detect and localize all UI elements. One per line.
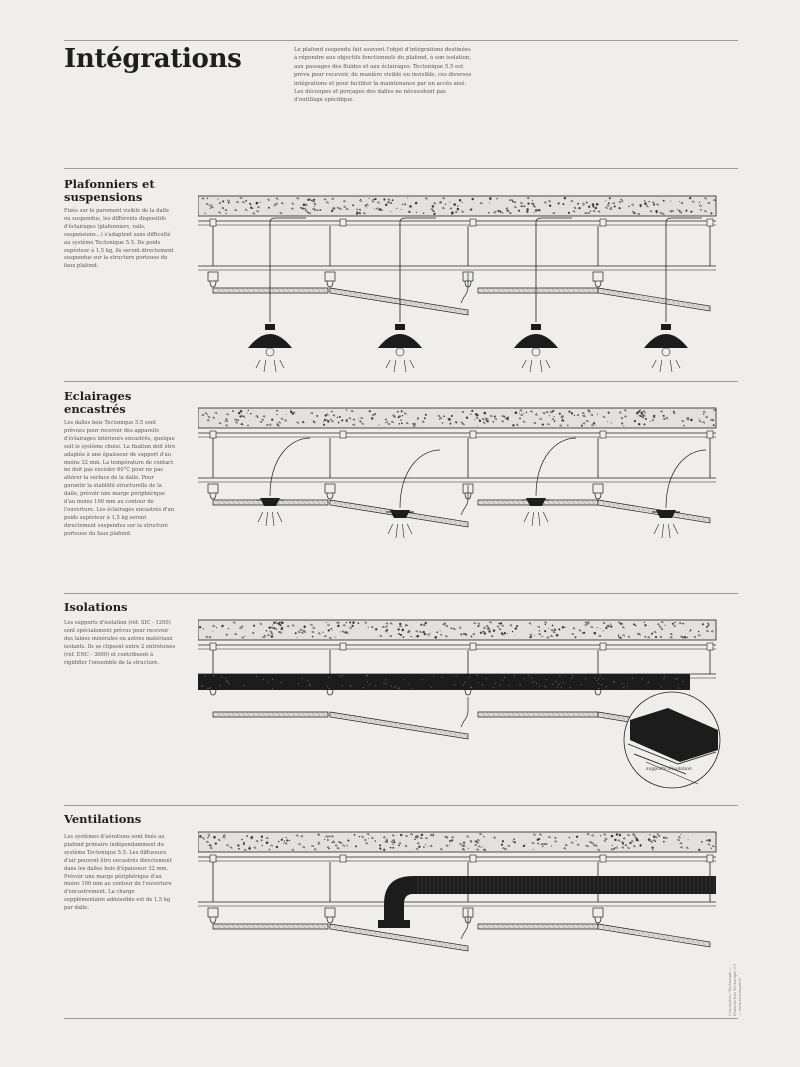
rail-clip bbox=[210, 431, 216, 438]
light-ray bbox=[256, 360, 260, 368]
ventilation-duct bbox=[413, 876, 716, 894]
ceiling-panel bbox=[213, 924, 328, 929]
spot-cable bbox=[270, 438, 310, 496]
section-divider bbox=[64, 168, 738, 169]
lamp-cap bbox=[395, 324, 405, 330]
light-ray bbox=[540, 360, 542, 372]
rail-clip bbox=[340, 643, 346, 650]
credit-text: Conception / Tectonique — Plafonds bois Tectonique 5.5 — www.tectonique.fr bbox=[728, 963, 742, 1016]
hook-curve bbox=[595, 281, 601, 287]
spot-cable bbox=[536, 438, 576, 496]
rail-clip bbox=[600, 643, 606, 650]
lamp-cap bbox=[531, 324, 541, 330]
light-ray bbox=[538, 512, 540, 526]
callout-label: supports d'isolation bbox=[646, 767, 692, 772]
section-title-eclairages: Eclairages encastrés bbox=[64, 389, 132, 416]
light-ray bbox=[660, 360, 662, 372]
light-ray bbox=[277, 512, 282, 522]
suspension-hook bbox=[593, 908, 603, 917]
rail-clip bbox=[470, 855, 476, 862]
lamp-cap bbox=[661, 324, 671, 330]
light-ray bbox=[274, 360, 276, 372]
light-ray bbox=[402, 524, 404, 538]
ceiling-panel bbox=[478, 924, 598, 929]
diagram-recessed-lights bbox=[198, 400, 728, 585]
section-text-plafonniers: Fixés sur le parement visible de la dalle ou suspendus, les différents dispositifs d'éclairages (plafonniers, rails, suspensions...) s'adaptent sans difficulté au système Tectonique 5.5. De poids supérieur à 1,5 kg, ils seront directement suspendus sur la structure porteuse du faux plafond. bbox=[64, 208, 174, 270]
diagram-ventilation bbox=[198, 824, 728, 1009]
light-ray bbox=[266, 512, 268, 526]
hook-curve bbox=[327, 493, 333, 499]
lamp-bulb bbox=[532, 348, 540, 356]
light-ray bbox=[410, 360, 414, 368]
hook-curve bbox=[210, 493, 216, 499]
suspension-hook bbox=[325, 272, 335, 281]
light-ray bbox=[668, 524, 670, 538]
rail-clip bbox=[340, 431, 346, 438]
rail-clip bbox=[707, 431, 713, 438]
lamp-bulb bbox=[396, 348, 404, 356]
rail-clip bbox=[470, 219, 476, 226]
insulation-layer bbox=[198, 674, 690, 690]
section-divider bbox=[64, 381, 738, 382]
light-ray bbox=[532, 512, 534, 526]
ceiling-panel bbox=[330, 924, 468, 951]
suspension-hook bbox=[325, 908, 335, 917]
rail-clip bbox=[707, 643, 713, 650]
light-ray bbox=[272, 512, 274, 526]
lamp-cap bbox=[265, 324, 275, 330]
suspension-hook bbox=[325, 484, 335, 493]
light-ray bbox=[654, 524, 659, 534]
light-ray bbox=[280, 360, 284, 368]
page-title: Intégrations bbox=[64, 44, 242, 74]
ceiling-panel bbox=[330, 288, 468, 315]
light-ray bbox=[407, 524, 412, 534]
rail-clip bbox=[707, 855, 713, 862]
section-title-ventilations: Ventilations bbox=[64, 812, 142, 826]
light-ray bbox=[394, 360, 396, 372]
light-ray bbox=[662, 524, 664, 538]
light-ray bbox=[258, 512, 263, 522]
light-ray bbox=[670, 360, 672, 372]
rail-clip bbox=[340, 855, 346, 862]
section-text-eclairages: Les dalles bois Tectonique 5.5 sont prévues pour recevoir des appareils d'éclairages intérieurs encastrés, quelque soit le système choisi. La fixation doit être adaptée à une épaisseur de support d'au moins 32 mm. La température de contact ne doit pas excéder 60°C pour ne pas altérer la surface de la dalle. Pour garantir la stabilité structurelle de la dalle, prévoir une marge périphérique d'au moins 100 mm au contour de l'ouverture. Les éclairages encastrés d'un poids supérieur à 1,5 kg seront directement suspendus sur la structure porteuse du faux plafond. bbox=[64, 420, 176, 537]
rail-clip bbox=[600, 219, 606, 226]
rail-clip bbox=[470, 431, 476, 438]
light-ray bbox=[543, 512, 548, 522]
rail-clip bbox=[707, 219, 713, 226]
rail-clip bbox=[470, 643, 476, 650]
rail-clip bbox=[600, 855, 606, 862]
hook-curve bbox=[327, 281, 333, 287]
suspension-hook bbox=[208, 272, 218, 281]
suspension-hook bbox=[208, 484, 218, 493]
hook-curve bbox=[210, 917, 216, 923]
rail-clip bbox=[340, 219, 346, 226]
light-ray bbox=[386, 360, 390, 368]
pendant-lamp bbox=[248, 334, 292, 348]
light-ray bbox=[673, 524, 678, 534]
intro-text: Le plafond suspendu fait souvent l'objet d'intégrations destinées à répondre aux objectifs fonctionnels du plafond, à son isolation, aux passages des fluides et aux éclairages. Tectonique 5.5 est prévu pour recevoir, de manière visible ou invisible, ces diverses intégrations et pour faciliter la maintenance par un accès aisé. Les découpes et perçages des dalles ne nécessitent pas d'outillage spécifique. bbox=[294, 47, 472, 104]
panel-hinge bbox=[461, 697, 468, 727]
suspension-hook bbox=[208, 908, 218, 917]
section-title-plafonniers: Plafonniers et suspensions bbox=[64, 177, 155, 204]
pendant-lamp bbox=[378, 334, 422, 348]
lamp-bulb bbox=[266, 348, 274, 356]
pendant-lamp bbox=[644, 334, 688, 348]
duct-elbow bbox=[384, 876, 413, 920]
ceiling-panel bbox=[478, 288, 598, 293]
section-text-ventilations: Les systèmes d'aérations sont fixés au plafond primaire indépendamment du système Tectonique 5.5. Les diffuseurs d'air peuvent être encastrés directement dans les dalles bois d'épaisseur 32 mm. Prévoir une marge périphérique d'au moins 100 mm au contour de l'ouverture d'encastrement. La charge supplémentaire admissible est de 1,5 kg par dalle. bbox=[64, 834, 172, 912]
rail-clip bbox=[210, 643, 216, 650]
section-divider bbox=[64, 805, 738, 806]
suspension-hook bbox=[593, 484, 603, 493]
lamp-bulb bbox=[662, 348, 670, 356]
diagram-suspended-lights bbox=[198, 188, 728, 373]
diagram-insulation bbox=[198, 612, 728, 797]
top-rule bbox=[64, 40, 738, 41]
section-title-isolations: Isolations bbox=[64, 600, 128, 614]
ceiling-panel bbox=[213, 712, 328, 717]
hook-curve bbox=[595, 917, 601, 923]
section-divider bbox=[64, 593, 738, 594]
light-ray bbox=[530, 360, 532, 372]
rail-clip bbox=[210, 219, 216, 226]
ceiling-panel bbox=[213, 288, 328, 293]
rail-clip bbox=[600, 431, 606, 438]
suspension-hook bbox=[593, 272, 603, 281]
light-ray bbox=[652, 360, 656, 368]
ceiling-panel bbox=[330, 712, 468, 739]
light-ray bbox=[524, 512, 529, 522]
light-ray bbox=[264, 360, 266, 372]
light-ray bbox=[676, 360, 680, 368]
hook-curve bbox=[595, 493, 601, 499]
light-ray bbox=[546, 360, 550, 368]
light-ray bbox=[522, 360, 526, 368]
section-text-isolations: Les supports d'isolation (réf. SIC - 1200) sont spécialement prévus pour recevoir des laines minérales ou autres matériaux isolants. Ils se clipsent entre 2 entretoises (réf. ENC - 3000) et contribuent à rigidifier l'ensemble de la structure. bbox=[64, 620, 176, 666]
rail-clip bbox=[210, 855, 216, 862]
spot-cable bbox=[400, 450, 440, 508]
ceiling-panel bbox=[478, 712, 598, 717]
spot-cable bbox=[666, 450, 706, 508]
bottom-rule bbox=[64, 1018, 738, 1019]
light-ray bbox=[388, 524, 393, 534]
light-ray bbox=[404, 360, 406, 372]
hook-curve bbox=[327, 917, 333, 923]
hook-curve bbox=[210, 281, 216, 287]
pendant-lamp bbox=[514, 334, 558, 348]
light-ray bbox=[396, 524, 398, 538]
concrete-slab bbox=[198, 832, 716, 852]
air-diffuser bbox=[378, 920, 410, 928]
